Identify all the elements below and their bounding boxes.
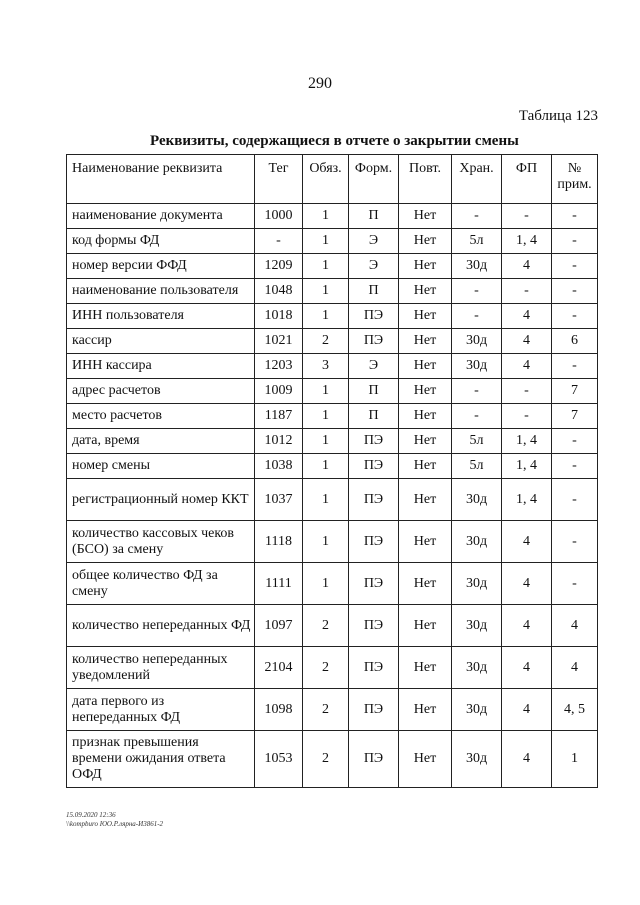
table-row xyxy=(67,254,598,279)
cell-tag: 1097 xyxy=(255,605,303,647)
cell-name: количество непереданных уведомлений xyxy=(67,647,255,689)
table-title: Реквизиты, содержащиеся в отчете о закрытии смены xyxy=(150,133,519,149)
cell-name: ИНН пользователя xyxy=(67,304,255,329)
cell-format: П xyxy=(349,404,399,429)
cell-repeat: Нет xyxy=(399,479,452,521)
cell-format: ПЭ xyxy=(349,563,399,605)
cell-format: ПЭ xyxy=(349,304,399,329)
cell-storage: 30д xyxy=(452,605,502,647)
cell-fp: 4 xyxy=(502,731,552,788)
cell-name: наименование пользователя xyxy=(67,279,255,304)
cell-format: ПЭ xyxy=(349,521,399,563)
cell-format: ПЭ xyxy=(349,429,399,454)
page-number: 290 xyxy=(308,75,332,92)
cell-fp: 4 xyxy=(502,647,552,689)
cell-repeat: Нет xyxy=(399,204,452,229)
table-row xyxy=(67,229,598,254)
cell-storage: 5л xyxy=(452,454,502,479)
table-label: Таблица 123 xyxy=(518,108,598,124)
cell-name: номер версии ФФД xyxy=(67,254,255,279)
cell-storage: 30д xyxy=(452,479,502,521)
cell-repeat: Нет xyxy=(399,279,452,304)
cell-storage: 30д xyxy=(452,689,502,731)
cell-note: 4, 5 xyxy=(552,689,598,731)
cell-name: код формы ФД xyxy=(67,229,255,254)
table-row xyxy=(67,354,598,379)
cell-required: 2 xyxy=(303,647,349,689)
cell-format: Э xyxy=(349,254,399,279)
cell-format: П xyxy=(349,379,399,404)
cell-format: ПЭ xyxy=(349,647,399,689)
cell-tag: 1048 xyxy=(255,279,303,304)
cell-name: кассир xyxy=(67,329,255,354)
cell-repeat: Нет xyxy=(399,304,452,329)
cell-storage: - xyxy=(452,204,502,229)
cell-fp: 1, 4 xyxy=(502,479,552,521)
header-tag: Тег xyxy=(255,155,303,204)
footnote xyxy=(66,811,163,829)
cell-fp: - xyxy=(502,379,552,404)
cell-tag: 1038 xyxy=(255,454,303,479)
table-row xyxy=(67,204,598,229)
cell-format: ПЭ xyxy=(349,689,399,731)
cell-note: - xyxy=(552,229,598,254)
cell-tag: 1012 xyxy=(255,429,303,454)
cell-fp: - xyxy=(502,204,552,229)
cell-repeat: Нет xyxy=(399,229,452,254)
cell-format: П xyxy=(349,279,399,304)
footnote-path: \\kompburo ЮО.Р.лярна-И3861-2 xyxy=(66,820,164,828)
cell-required: 1 xyxy=(303,479,349,521)
header-repeat: Повт. xyxy=(399,155,452,204)
cell-tag: 1053 xyxy=(255,731,303,788)
cell-fp: - xyxy=(502,279,552,304)
cell-name: номер смены xyxy=(67,454,255,479)
cell-repeat: Нет xyxy=(399,647,452,689)
cell-fp: 1, 4 xyxy=(502,229,552,254)
cell-storage: 30д xyxy=(452,521,502,563)
cell-name: адрес расчетов xyxy=(67,379,255,404)
cell-note: - xyxy=(552,479,598,521)
cell-storage: 30д xyxy=(452,563,502,605)
table-row xyxy=(67,647,598,689)
table-row xyxy=(67,304,598,329)
cell-storage: - xyxy=(452,379,502,404)
table-row xyxy=(67,379,598,404)
cell-name: общее количество ФД за смену xyxy=(67,563,255,605)
cell-note: - xyxy=(552,354,598,379)
table-row xyxy=(67,454,598,479)
cell-note: 1 xyxy=(552,731,598,788)
cell-required: 2 xyxy=(303,329,349,354)
cell-tag: 1000 xyxy=(255,204,303,229)
table-row xyxy=(67,521,598,563)
cell-tag: 1203 xyxy=(255,354,303,379)
cell-tag: 1209 xyxy=(255,254,303,279)
cell-storage: 30д xyxy=(452,254,502,279)
cell-note: - xyxy=(552,204,598,229)
cell-repeat: Нет xyxy=(399,731,452,788)
cell-tag: - xyxy=(255,229,303,254)
cell-storage: 30д xyxy=(452,354,502,379)
cell-fp: 4 xyxy=(502,605,552,647)
table-row xyxy=(67,563,598,605)
table-row xyxy=(67,429,598,454)
table-row xyxy=(67,689,598,731)
cell-repeat: Нет xyxy=(399,563,452,605)
cell-name: признак превышения времени ожидания ответа ОФД xyxy=(67,731,255,788)
cell-repeat: Нет xyxy=(399,521,452,563)
cell-repeat: Нет xyxy=(399,454,452,479)
cell-name: место расчетов xyxy=(67,404,255,429)
cell-repeat: Нет xyxy=(399,429,452,454)
cell-required: 1 xyxy=(303,521,349,563)
cell-storage: - xyxy=(452,304,502,329)
cell-repeat: Нет xyxy=(399,329,452,354)
cell-name: дата, время xyxy=(67,429,255,454)
cell-required: 2 xyxy=(303,605,349,647)
cell-tag: 1037 xyxy=(255,479,303,521)
cell-note: - xyxy=(552,304,598,329)
cell-fp: 4 xyxy=(502,521,552,563)
cell-storage: 30д xyxy=(452,329,502,354)
cell-note: - xyxy=(552,279,598,304)
cell-fp: 4 xyxy=(502,329,552,354)
cell-name: количество кассовых чеков (БСО) за смену xyxy=(67,521,255,563)
cell-fp: 4 xyxy=(502,354,552,379)
cell-required: 1 xyxy=(303,379,349,404)
requisites-table xyxy=(66,154,598,788)
table-header-row xyxy=(67,155,598,204)
cell-note: - xyxy=(552,454,598,479)
header-required: Обяз. xyxy=(303,155,349,204)
cell-format: Э xyxy=(349,354,399,379)
cell-required: 1 xyxy=(303,563,349,605)
cell-name: количество непереданных ФД xyxy=(67,605,255,647)
cell-name: дата первого из непереданных ФД xyxy=(67,689,255,731)
cell-tag: 1098 xyxy=(255,689,303,731)
table-row xyxy=(67,731,598,788)
cell-format: ПЭ xyxy=(349,329,399,354)
cell-note: - xyxy=(552,563,598,605)
header-note-number: № прим. xyxy=(552,155,598,204)
cell-note: - xyxy=(552,429,598,454)
cell-required: 1 xyxy=(303,229,349,254)
header-format: Форм. xyxy=(349,155,399,204)
cell-required: 1 xyxy=(303,279,349,304)
cell-tag: 1021 xyxy=(255,329,303,354)
cell-format: П xyxy=(349,204,399,229)
cell-repeat: Нет xyxy=(399,354,452,379)
cell-required: 1 xyxy=(303,204,349,229)
cell-format: ПЭ xyxy=(349,731,399,788)
cell-note: 4 xyxy=(552,647,598,689)
cell-storage: 5л xyxy=(452,229,502,254)
cell-note: 4 xyxy=(552,605,598,647)
cell-required: 1 xyxy=(303,304,349,329)
cell-storage: 30д xyxy=(452,731,502,788)
table-row xyxy=(67,279,598,304)
cell-required: 1 xyxy=(303,404,349,429)
cell-required: 3 xyxy=(303,354,349,379)
cell-fp: 4 xyxy=(502,689,552,731)
table-row xyxy=(67,404,598,429)
cell-format: ПЭ xyxy=(349,479,399,521)
cell-name: регистрационный номер ККТ xyxy=(67,479,255,521)
cell-tag: 2104 xyxy=(255,647,303,689)
cell-tag: 1187 xyxy=(255,404,303,429)
cell-fp: 1, 4 xyxy=(502,454,552,479)
cell-required: 2 xyxy=(303,689,349,731)
cell-storage: 30д xyxy=(452,647,502,689)
cell-note: - xyxy=(552,521,598,563)
cell-format: ПЭ xyxy=(349,454,399,479)
cell-tag: 1018 xyxy=(255,304,303,329)
header-name: Наименование реквизита xyxy=(67,155,255,204)
cell-tag: 1009 xyxy=(255,379,303,404)
cell-fp: 1, 4 xyxy=(502,429,552,454)
cell-storage: 5л xyxy=(452,429,502,454)
header-storage: Хран. xyxy=(452,155,502,204)
cell-storage: - xyxy=(452,404,502,429)
cell-note: 6 xyxy=(552,329,598,354)
cell-repeat: Нет xyxy=(399,254,452,279)
cell-note: 7 xyxy=(552,404,598,429)
footnote-timestamp: 15.09.2020 12:36 xyxy=(66,811,116,819)
cell-storage: - xyxy=(452,279,502,304)
cell-name: ИНН кассира xyxy=(67,354,255,379)
cell-format: ПЭ xyxy=(349,605,399,647)
header-fp: ФП xyxy=(502,155,552,204)
cell-fp: - xyxy=(502,404,552,429)
cell-name: наименование документа xyxy=(67,204,255,229)
cell-required: 1 xyxy=(303,454,349,479)
cell-fp: 4 xyxy=(502,254,552,279)
cell-required: 1 xyxy=(303,254,349,279)
cell-tag: 1111 xyxy=(255,563,303,605)
cell-format: Э xyxy=(349,229,399,254)
cell-repeat: Нет xyxy=(399,605,452,647)
table-body xyxy=(67,204,598,788)
cell-tag: 1118 xyxy=(255,521,303,563)
cell-fp: 4 xyxy=(502,563,552,605)
cell-repeat: Нет xyxy=(399,379,452,404)
cell-required: 2 xyxy=(303,731,349,788)
table-row xyxy=(67,479,598,521)
table-row xyxy=(67,329,598,354)
cell-note: - xyxy=(552,254,598,279)
cell-fp: 4 xyxy=(502,304,552,329)
cell-repeat: Нет xyxy=(399,404,452,429)
table-row xyxy=(67,605,598,647)
cell-note: 7 xyxy=(552,379,598,404)
cell-required: 1 xyxy=(303,429,349,454)
cell-repeat: Нет xyxy=(399,689,452,731)
